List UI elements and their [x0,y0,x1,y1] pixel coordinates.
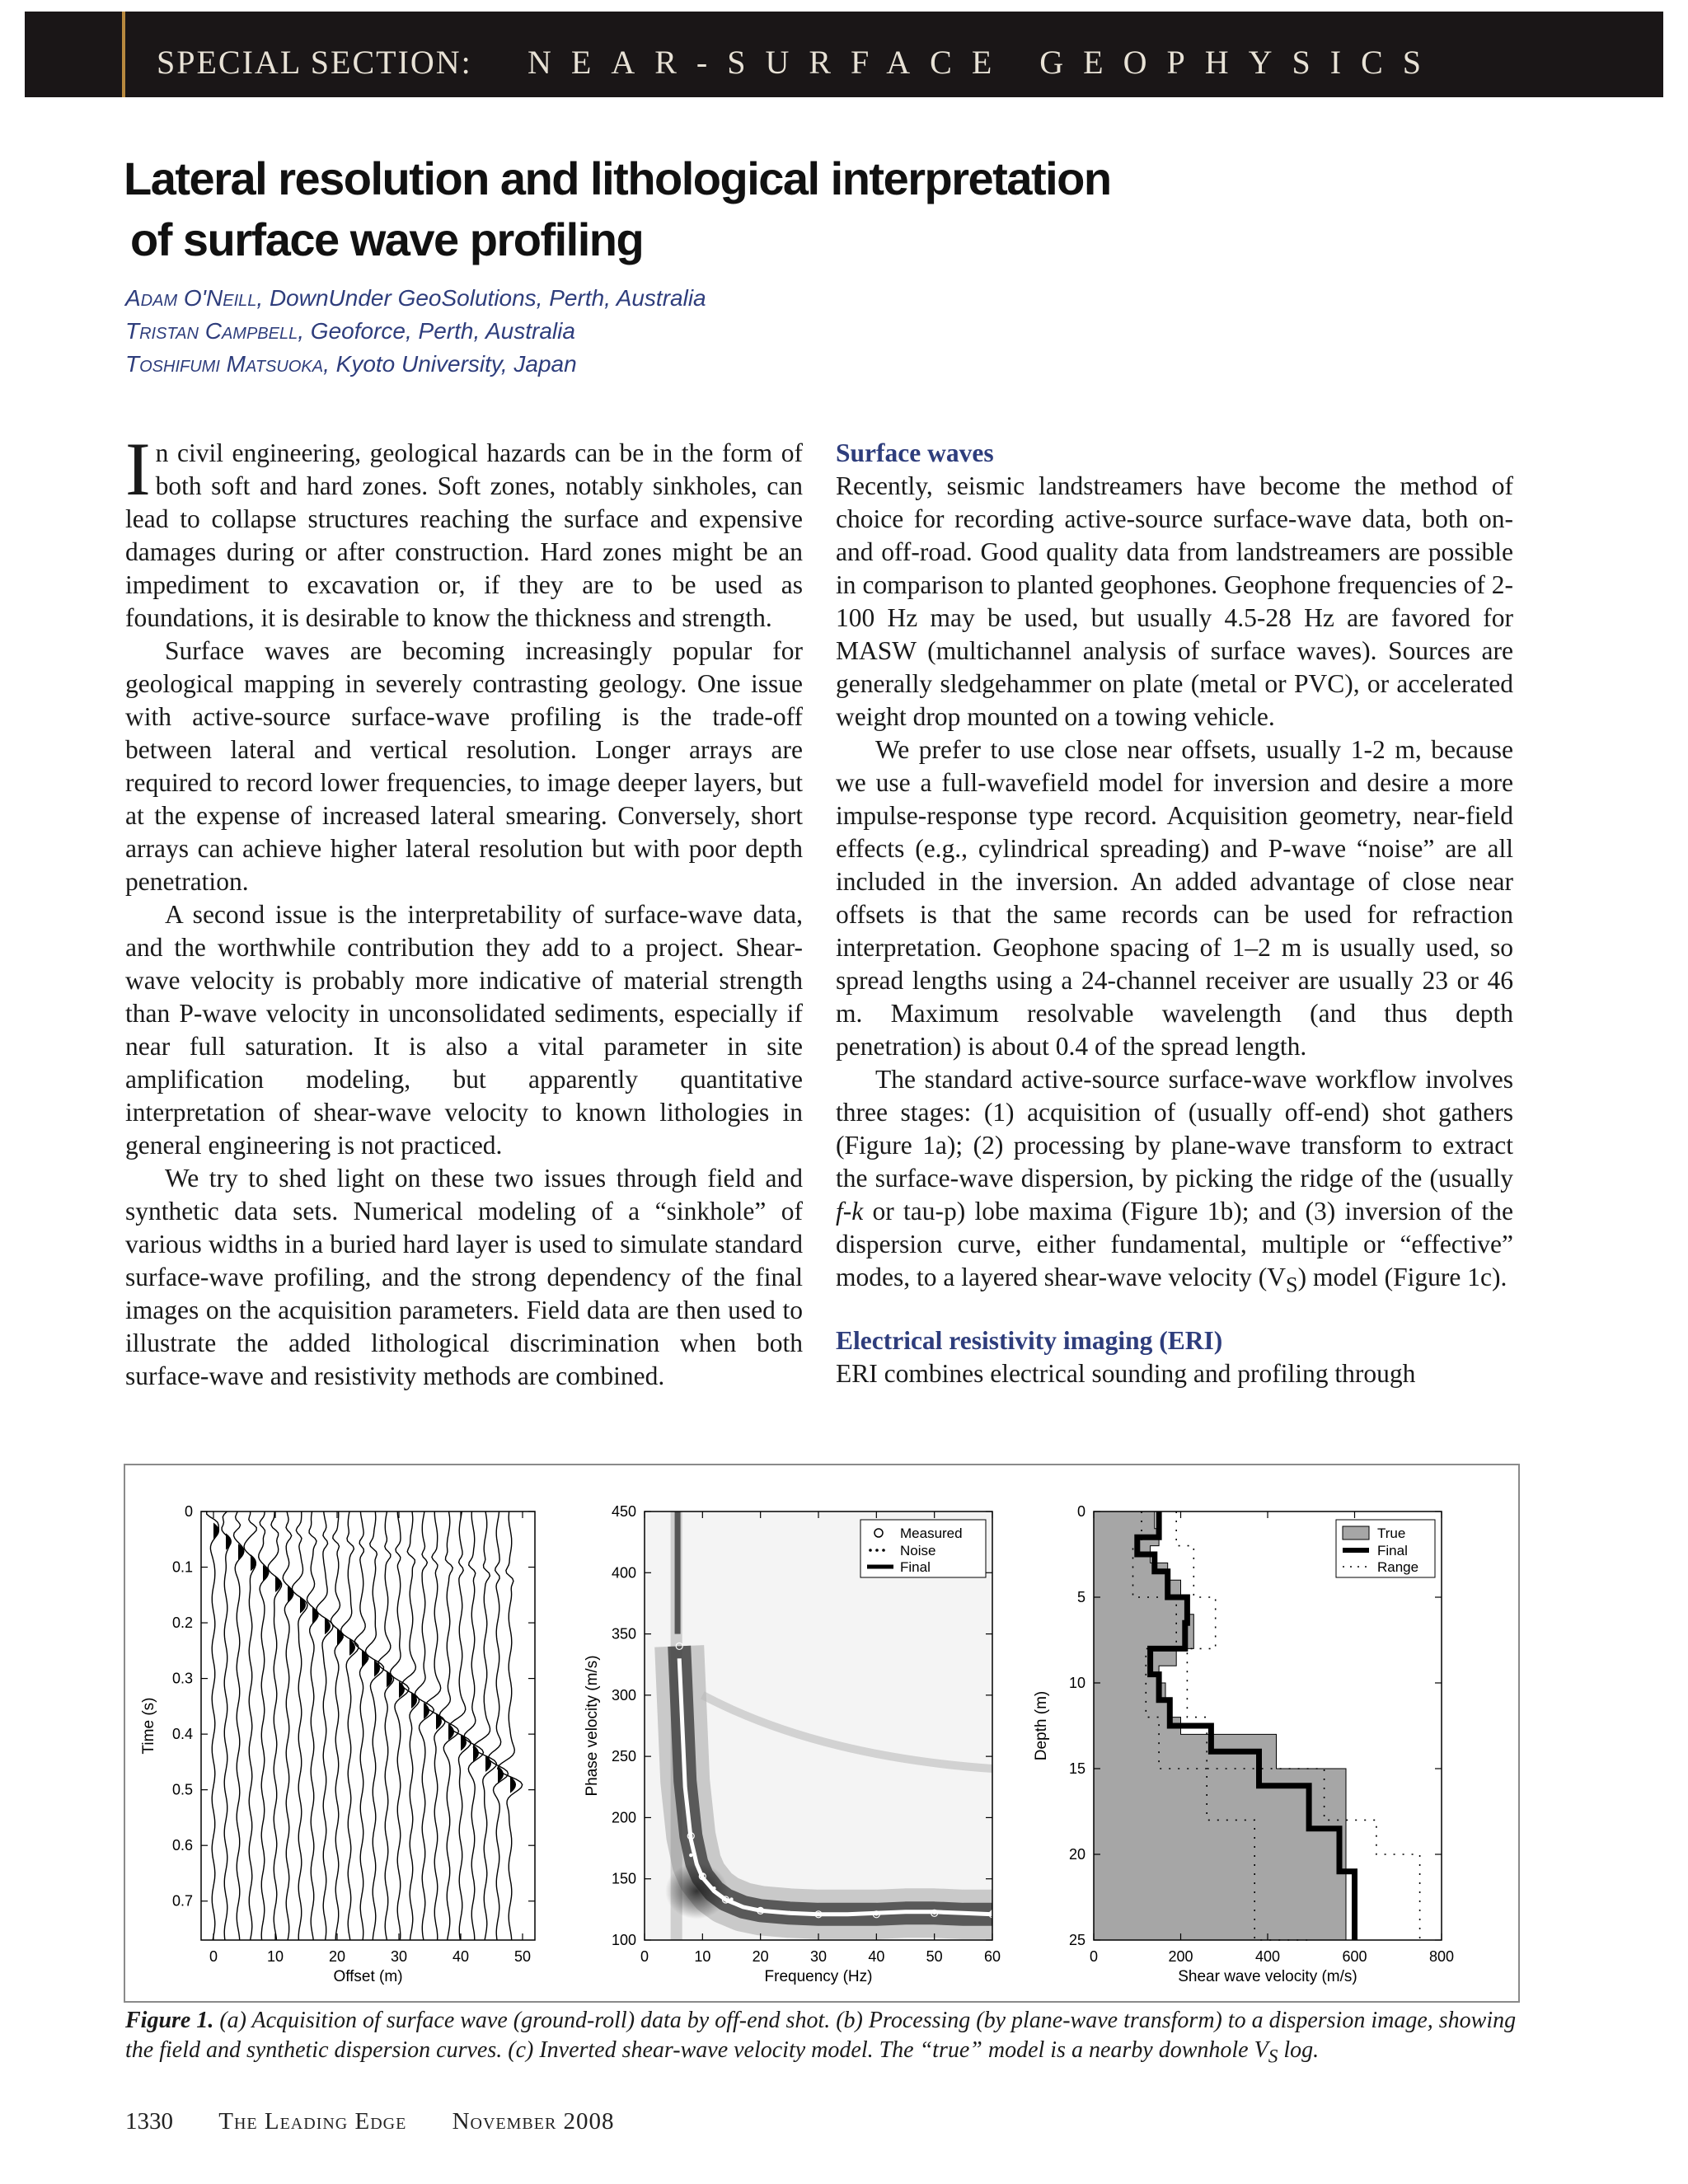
legend-c [1336,1520,1435,1577]
trace-lobe-fill [238,1544,244,1560]
trace-line [341,1511,359,1940]
trace-line [426,1511,445,1940]
noise-point [729,1897,733,1900]
figure-1-plots [125,1465,1518,2001]
trace-lobe-fill [387,1671,392,1687]
y-axis-label: Time (s) [140,1697,157,1755]
figure-caption-text-a: (a) Acquisition of surface wave (ground-roll) data by off-end shot. (b) Processing (by plane-wave transform) to a dispersion image, showing the field and synthetic dispersion curves. (c) Inverted shear-wave velocity model. The “true” model is a nearby downhole V [125,2008,1517,2063]
legend-final-label: Final [900,1559,931,1575]
noise-point [788,1911,791,1915]
x-tick-label: 600 [1342,1948,1367,1965]
author-list [125,282,1114,381]
sw-p3-part-a: The standard active-source surface-wave workflow involves three stages: (1) acquisition of (usually off-end) shot gathers (Figure 1a); (2) processing by plane-wave transform to extract the surface-wave dispersion, by picking the ridge of the (usually [836,1065,1513,1193]
y-tick-label: 100 [611,1932,636,1948]
section-topic: NEAR-SURFACE GEOPHYSICS [528,44,1442,81]
trace-line [498,1511,523,1940]
author-name: Adam O'Neill [125,285,257,311]
x-tick-label: 50 [513,1948,532,1965]
trace-line [316,1511,333,1940]
y-tick-label: 350 [611,1625,636,1643]
fk-term: f-k [836,1197,864,1226]
left-text-column [125,427,803,1393]
y-tick-label: 0.5 [171,1781,193,1798]
y-tick-label: 0 [184,1503,193,1520]
x-tick-label: 200 [1168,1948,1193,1965]
y-tick-label: 450 [611,1503,636,1520]
y-tick-label: 0.7 [171,1892,193,1910]
trace-line [307,1511,318,1940]
author-line [125,348,1114,381]
legend-true-marker [1343,1526,1369,1540]
trace-line [489,1511,509,1940]
issue-date: November 2008 [452,2108,615,2135]
y-axis-label: Phase velocity (m/s) [584,1655,601,1797]
eri-paragraph-1: ERI combines electrical sounding and profiling through [836,1359,1416,1389]
true-model-area [1094,1511,1346,1940]
x-tick-label: 400 [1254,1948,1281,1965]
x-tick-label: 10 [266,1948,284,1965]
y-tick-label: 150 [611,1870,636,1887]
surface-waves-paragraph-2: We prefer to use close near offsets, usually 1-2 m, because we use a full-wavefield model for inversion and desire a more impulse-response type record. Acquisition geometry, near-field effects (e.g., cylindrical spreading) and P-wave “noise” are all included in the inversion. An added advantage of close near offsets is that the same records can be used for refraction interpretation. Geophone spacing of 1–2 m is usually used, so spread lengths using a 24-channel receiver are usually 23 or 46 m. Maximum resolvable wavelength (and thus depth penetration) is about 0.4 of the spread length. [836,735,1513,1061]
author-affiliation: , Kyoto University, Japan [323,351,577,377]
legend-final-label: Final [1377,1543,1408,1558]
trace-line [207,1511,219,1940]
intro-paragraph-1 [125,427,803,635]
y-tick-label: 15 [1068,1760,1085,1777]
legend-noise-marker [869,1549,872,1552]
trace-line [354,1511,368,1940]
page-number: 1330 [125,2108,173,2135]
figure-caption [125,2006,1526,2072]
y-tick-label: 300 [611,1686,636,1704]
trace-line [402,1511,420,1940]
x-tick-label: 60 [983,1948,1001,1965]
y-tick-label: 0.1 [171,1558,193,1576]
seismic-traces [207,1511,523,1940]
y-tick-label: 10 [1068,1675,1085,1691]
x-tick-label: 10 [694,1948,711,1965]
x-tick-label: 40 [868,1948,885,1965]
y-tick-label: 25 [1068,1932,1085,1948]
x-tick-label: 50 [926,1948,943,1965]
y-tick-label: 400 [611,1564,636,1582]
figure-caption-text-b: log. [1278,2037,1320,2063]
y-axis-label: Depth (m) [1033,1690,1050,1761]
trace-lobe-fill [226,1533,232,1549]
sw-p3-part-c: ) model (Figure 1c). [1297,1263,1507,1291]
y-tick-label: 0 [1076,1503,1085,1520]
section-label: SPECIAL SECTION: [157,44,472,81]
legend-b [860,1520,986,1577]
vs-subscript: S [1286,1272,1298,1297]
surface-waves-paragraph-1: Recently, seismic landstreamers have become the method of choice for recording active-source surface-wave data, both on- and off-road. Good quality data from landstreamers are possible in comparison to planted geophones. Geophone frequencies of 2-100 Hz may be used, but usually 4.5-28 Hz are favored for MASW (multichannel analysis of surface waves). Sources are generally sledgehammer on plate (metal or PVC), or accelerated weight drop mounted on a towing vehicle. [836,471,1513,731]
intro-paragraph-3: A second issue is the interpretability of surface-wave data, and the worthwhile contribution they add to a project. Shear-wave velocity is probably more indicative of material strength than P-wave velocity in unconsolidated sediments, especially if near full saturation. It is also a vital parameter in site amplification modeling, but apparently quantitative interpretation of shear-wave velocity to known lithologies in general engineering is not practiced. [125,900,803,1160]
legend-true-label: True [1377,1526,1406,1541]
trace-line [222,1511,230,1940]
author-affiliation: , Geoforce, Perth, Australia [298,318,575,344]
x-tick-label: 40 [452,1948,470,1965]
trace-line [268,1511,282,1940]
intro-paragraph-2: Surface waves are becoming increasingly popular for geological mapping in severely contrasting geology. One issue with active-source surface-wave profiling is the trade-off between lateral and vertical resolution. Longer arrays are required to record lower frequencies, to image deeper layers, but at the expense of increased lateral smearing. Conversely, short arrays can achieve higher lateral resolution but with poor depth penetration. [125,636,803,896]
x-axis-label: Offset (m) [333,1968,403,1985]
trace-line [331,1511,343,1940]
noise-point [689,1854,692,1857]
legend-measured-label: Measured [900,1526,963,1541]
legend-noise-marker [875,1549,879,1552]
intro-paragraph-1-text: n civil engineering, geological hazards can be in the form of both soft and hard zones. Soft zones, notably sinkholes, can lead to collapse structures reaching the surface and expensive damages during or after construction. Hard zones might be an impediment to excavation or, if they are to be used as foundations, it is desirable to know the thickness and strength. [125,438,803,632]
x-tick-label: 30 [809,1948,828,1965]
panel-a-shot-gather [140,1503,535,1985]
x-axis-label: Frequency (Hz) [764,1968,873,1985]
page-footer [125,2108,654,2135]
panel-c-velocity-model [1033,1503,1454,1985]
journal-name: The Leading Edge [218,2108,407,2135]
article-title-line-2: of surface wave profiling [130,213,644,265]
y-tick-label: 0.2 [171,1615,193,1632]
trace-lobe-fill [251,1554,256,1571]
x-tick-label: 0 [1089,1948,1099,1965]
sw-p3-part-b: or tau-p) lobe maxima (Figure 1b); and (3) inversion of the dispersion curve, either fundamental, multiple or “effective” modes, to a layered shear-wave velocity (V [836,1197,1513,1291]
x-tick-label: 20 [752,1948,769,1965]
y-tick-label: 0.3 [171,1670,193,1687]
author-name: Tristan Campbell [125,318,298,344]
x-tick-label: 800 [1428,1948,1455,1965]
header-accent-rule [122,12,125,97]
legend-range-label: Range [1377,1559,1419,1575]
trace-line [464,1511,484,1940]
trace-lobe-fill [337,1629,343,1645]
figure-caption-label: Figure 1. [125,2008,214,2033]
eri-heading: Electrical resistivity imaging (ERI) [836,1326,1223,1356]
trace-line [473,1511,496,1940]
x-tick-label: 30 [390,1948,408,1965]
x-tick-label: 0 [209,1948,218,1965]
x-tick-label: 0 [640,1948,649,1965]
trace-line [378,1511,393,1940]
y-tick-label: 0.4 [171,1726,193,1743]
trace-line [244,1511,256,1940]
figure-1-frame [124,1464,1520,2003]
article-title-line-1: Lateral resolution and lithological interpretation [124,152,1111,204]
intro-paragraph-4: We try to shed light on these two issues through field and synthetic data sets. Numerical modeling of a “sinkhole” of various widths in a buried hard layer is used to simulate standard surface-wave profiling, and the strong dependency of the final images on the acquisition parameters. Field data are then used to illustrate the added lithological discrimination when both surface-wave and resistivity methods are combined. [125,1164,803,1390]
legend-noise-label: Noise [900,1543,936,1558]
caption-subscript: S [1268,2046,1278,2068]
trace-line [366,1511,384,1940]
trace-lobe-fill [362,1649,368,1666]
legend-noise-marker [882,1549,885,1552]
x-tick-label: 20 [328,1948,346,1965]
right-text-column [836,437,1513,1390]
energy-vertical-streak [675,1511,681,1634]
y-tick-label: 5 [1076,1589,1085,1605]
panel-b-dispersion-image [584,1503,1001,1985]
y-tick-label: 0.6 [171,1837,193,1854]
y-tick-label: 250 [611,1748,636,1765]
trace-lobe-fill [312,1607,318,1624]
noise-point [874,1912,878,1915]
trace-line [415,1511,434,1940]
energy-blob [665,1863,728,1919]
article-title [124,148,1360,270]
noise-point [932,1911,935,1915]
noise-point [712,1886,715,1890]
y-tick-label: 20 [1068,1846,1085,1863]
trace-line [292,1511,307,1940]
author-affiliation: , DownUnder GeoSolutions, Perth, Australia [256,285,706,311]
trace-line [234,1511,244,1940]
y-tick-label: 200 [611,1809,636,1826]
trace-line [390,1511,409,1940]
author-name: Toshifumi Matsuoka [125,351,324,377]
surface-waves-heading: Surface waves [836,438,994,467]
surface-waves-paragraph-3 [836,1063,1513,1301]
x-axis-label: Shear wave velocity (m/s) [1178,1968,1357,1985]
author-line [125,315,1114,348]
author-line [125,282,1114,315]
trace-line [283,1511,293,1940]
drop-cap: I [125,427,151,511]
noise-point [817,1912,820,1915]
